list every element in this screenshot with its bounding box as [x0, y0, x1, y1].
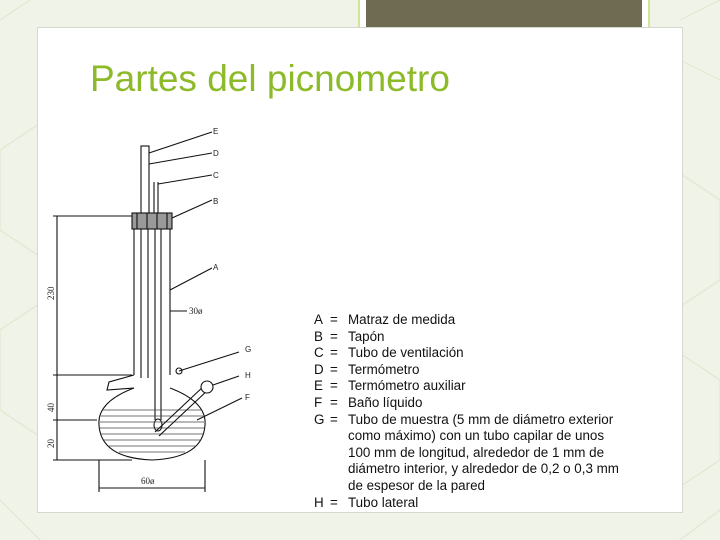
legend-equals: =: [330, 328, 338, 344]
legend-key: D: [314, 361, 324, 377]
legend: [314, 312, 679, 511]
legend-continuation: de espesor de la pared: [348, 477, 485, 493]
legend-row: [314, 312, 679, 329]
legend-continuation: diámetro interior, y alrededor de 0,2 o 0,3 mm: [348, 461, 619, 477]
legend-continuation: 100 mm de longitud, alrededor de 1 mm de: [348, 444, 605, 460]
legend-text: Tapón: [348, 328, 385, 344]
legend-row: [314, 395, 679, 412]
label-C: C: [213, 171, 219, 180]
legend-text: Termómetro auxiliar: [348, 378, 466, 394]
legend-equals: =: [330, 411, 338, 427]
slide-title: Partes del picnometro: [90, 58, 450, 99]
legend-equals: =: [330, 345, 338, 361]
legend-row: [314, 345, 679, 362]
legend-equals: =: [330, 361, 338, 377]
label-B: B: [213, 197, 219, 206]
legend-key: B: [314, 328, 323, 344]
legend-key: C: [314, 345, 324, 361]
legend-key: E: [314, 378, 323, 394]
legend-row: [314, 362, 679, 379]
label-G: G: [245, 345, 252, 354]
dimension-neck: 30ø: [189, 306, 203, 316]
legend-key: H: [314, 494, 324, 510]
legend-text: Tubo de muestra (5 mm de diámetro exterior: [348, 411, 614, 427]
label-A: A: [213, 263, 219, 272]
legend-equals: =: [330, 312, 338, 327]
pycnometer-diagram: [37, 120, 302, 515]
legend-row: [314, 378, 679, 395]
legend-text: Tubo lateral: [348, 494, 419, 510]
legend-row: [314, 412, 679, 429]
legend-text: Baño líquido: [348, 394, 423, 410]
dimension-230: 230: [46, 286, 56, 300]
dimension-flask: 60ø: [141, 476, 155, 486]
legend-row: [314, 329, 679, 346]
label-H: H: [245, 371, 251, 380]
legend-text: Tubo de ventilación: [348, 345, 464, 361]
legend-key: G: [314, 411, 325, 427]
label-F: F: [245, 393, 250, 402]
label-D: D: [213, 149, 219, 158]
label-E: E: [213, 127, 219, 136]
legend-row: [314, 495, 679, 512]
legend-key: F: [314, 394, 323, 410]
dimension-40: 40: [46, 403, 56, 412]
legend-key: A: [314, 312, 323, 327]
legend-text: Termómetro: [348, 361, 420, 377]
legend-equals: =: [330, 494, 338, 510]
legend-continuation: como máximo) con un tubo capilar de unos: [348, 428, 605, 444]
legend-equals: =: [330, 394, 338, 410]
legend-text: Matraz de medida: [348, 312, 456, 327]
legend-equals: =: [330, 378, 338, 394]
dimension-20: 20: [46, 439, 56, 448]
